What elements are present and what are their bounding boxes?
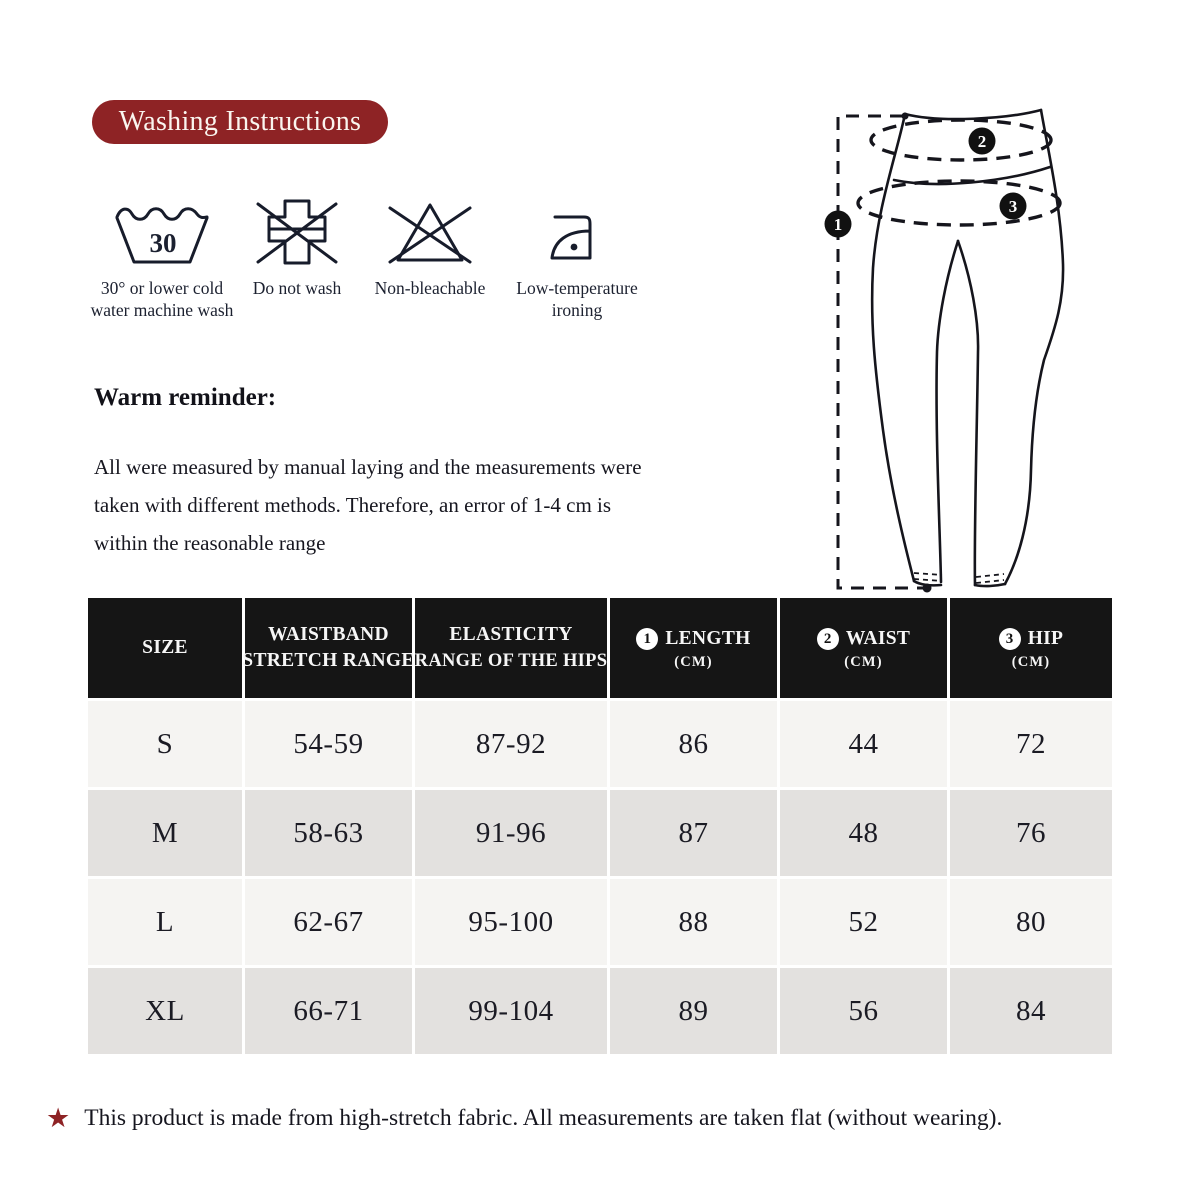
non-bleachable-icon (385, 196, 475, 268)
care-label (253, 277, 341, 299)
cell-hip: 72 (950, 701, 1112, 787)
care-label-line: 30° or lower cold (100, 278, 224, 298)
warm-reminder-title: Warm reminder: (94, 384, 277, 411)
care-block-low-temp-iron (497, 196, 657, 321)
footnote-text: This product is made from high-stretch fabric. All measurements are taken flat (without wearing). (84, 1105, 1003, 1131)
cell-size: L (88, 879, 242, 965)
machine-wash-30-icon (112, 196, 212, 268)
low-temperature-iron-icon (544, 196, 610, 268)
header-unit: (CM) (844, 653, 883, 670)
cell-waist: 56 (780, 968, 947, 1054)
cell-hip: 80 (950, 879, 1112, 965)
cell-length: 88 (610, 879, 777, 965)
cell-length: 89 (610, 968, 777, 1054)
header-label: HIP (1027, 627, 1064, 649)
circled-number-icon: 2 (817, 628, 839, 650)
cell-waist: 48 (780, 790, 947, 876)
star-icon: ★ (46, 1103, 71, 1133)
cell-elasticity: 95-100 (415, 879, 607, 965)
header-label: SIZE (142, 637, 188, 658)
care-block-machine-wash (77, 196, 247, 321)
wash-temperature-value: 30 (149, 228, 177, 258)
cell-size: XL (88, 968, 242, 1054)
care-label-line: Low-temperature (516, 278, 638, 298)
cell-waistband: 54-59 (245, 701, 412, 787)
header-length (610, 598, 777, 698)
cell-size: M (88, 790, 242, 876)
cell-waistband: 62-67 (245, 879, 412, 965)
cell-elasticity: 91-96 (415, 790, 607, 876)
care-label (516, 277, 637, 321)
reminder-line: All were measured by manual laying and the measurements were (94, 455, 642, 479)
cell-length: 86 (610, 701, 777, 787)
svg-text:1: 1 (833, 215, 843, 234)
header-unit: (CM) (1011, 653, 1051, 670)
marker-2-waist (969, 128, 996, 155)
care-block-do-not-wash (237, 196, 357, 299)
header-label: LENGTH (665, 627, 751, 649)
svg-text:3: 3 (1008, 197, 1018, 216)
header-label: WAISTBAND (268, 624, 389, 645)
care-label (91, 277, 234, 321)
header-unit: (CM) (674, 653, 713, 670)
circled-number-icon: 1 (636, 628, 658, 650)
marker-1-length (825, 211, 852, 238)
care-block-non-bleachable (352, 196, 508, 299)
cell-elasticity: 87-92 (415, 701, 607, 787)
header-elasticity (415, 598, 607, 698)
care-label-line: ironing (551, 300, 603, 320)
leggings-measurement-diagram (815, 98, 1075, 598)
header-waist (780, 598, 947, 698)
reminder-line: taken with different methods. Therefore, an error of 1-4 cm is (94, 493, 612, 517)
header-size (88, 598, 242, 698)
header-hip (950, 598, 1112, 698)
header-label-line2: STRETCH RANGE (242, 650, 415, 671)
do-not-wash-icon (253, 196, 341, 268)
header-label: ELASTICITY (449, 624, 573, 645)
cell-waistband: 58-63 (245, 790, 412, 876)
care-label (375, 277, 486, 299)
footnote (46, 1103, 1171, 1134)
marker-3-hip (1000, 193, 1027, 220)
cell-length: 87 (610, 790, 777, 876)
hip-girth-ellipse (858, 181, 1060, 225)
svg-text:2: 2 (977, 132, 987, 151)
cell-waist: 52 (780, 879, 947, 965)
length-dimension-line (838, 116, 923, 588)
care-label-line: Non-bleachable (374, 278, 486, 298)
header-waistband (242, 598, 415, 698)
cell-hip: 84 (950, 968, 1112, 1054)
circled-number-icon: 3 (999, 628, 1021, 650)
warm-reminder-text (94, 448, 642, 562)
washing-instructions-badge: Washing Instructions (92, 100, 388, 144)
reminder-line: within the reasonable range (94, 531, 326, 555)
cell-waist: 44 (780, 701, 947, 787)
cell-size: S (88, 701, 242, 787)
cell-elasticity: 99-104 (415, 968, 607, 1054)
cell-hip: 76 (950, 790, 1112, 876)
care-label-line: water machine wash (90, 300, 234, 320)
care-label-line: Do not wash (252, 278, 342, 298)
size-table (88, 598, 1112, 1054)
header-label-line2: RANGE OF THE HIPS (414, 651, 608, 671)
header-label: WAIST (845, 627, 911, 649)
cell-waistband: 66-71 (245, 968, 412, 1054)
